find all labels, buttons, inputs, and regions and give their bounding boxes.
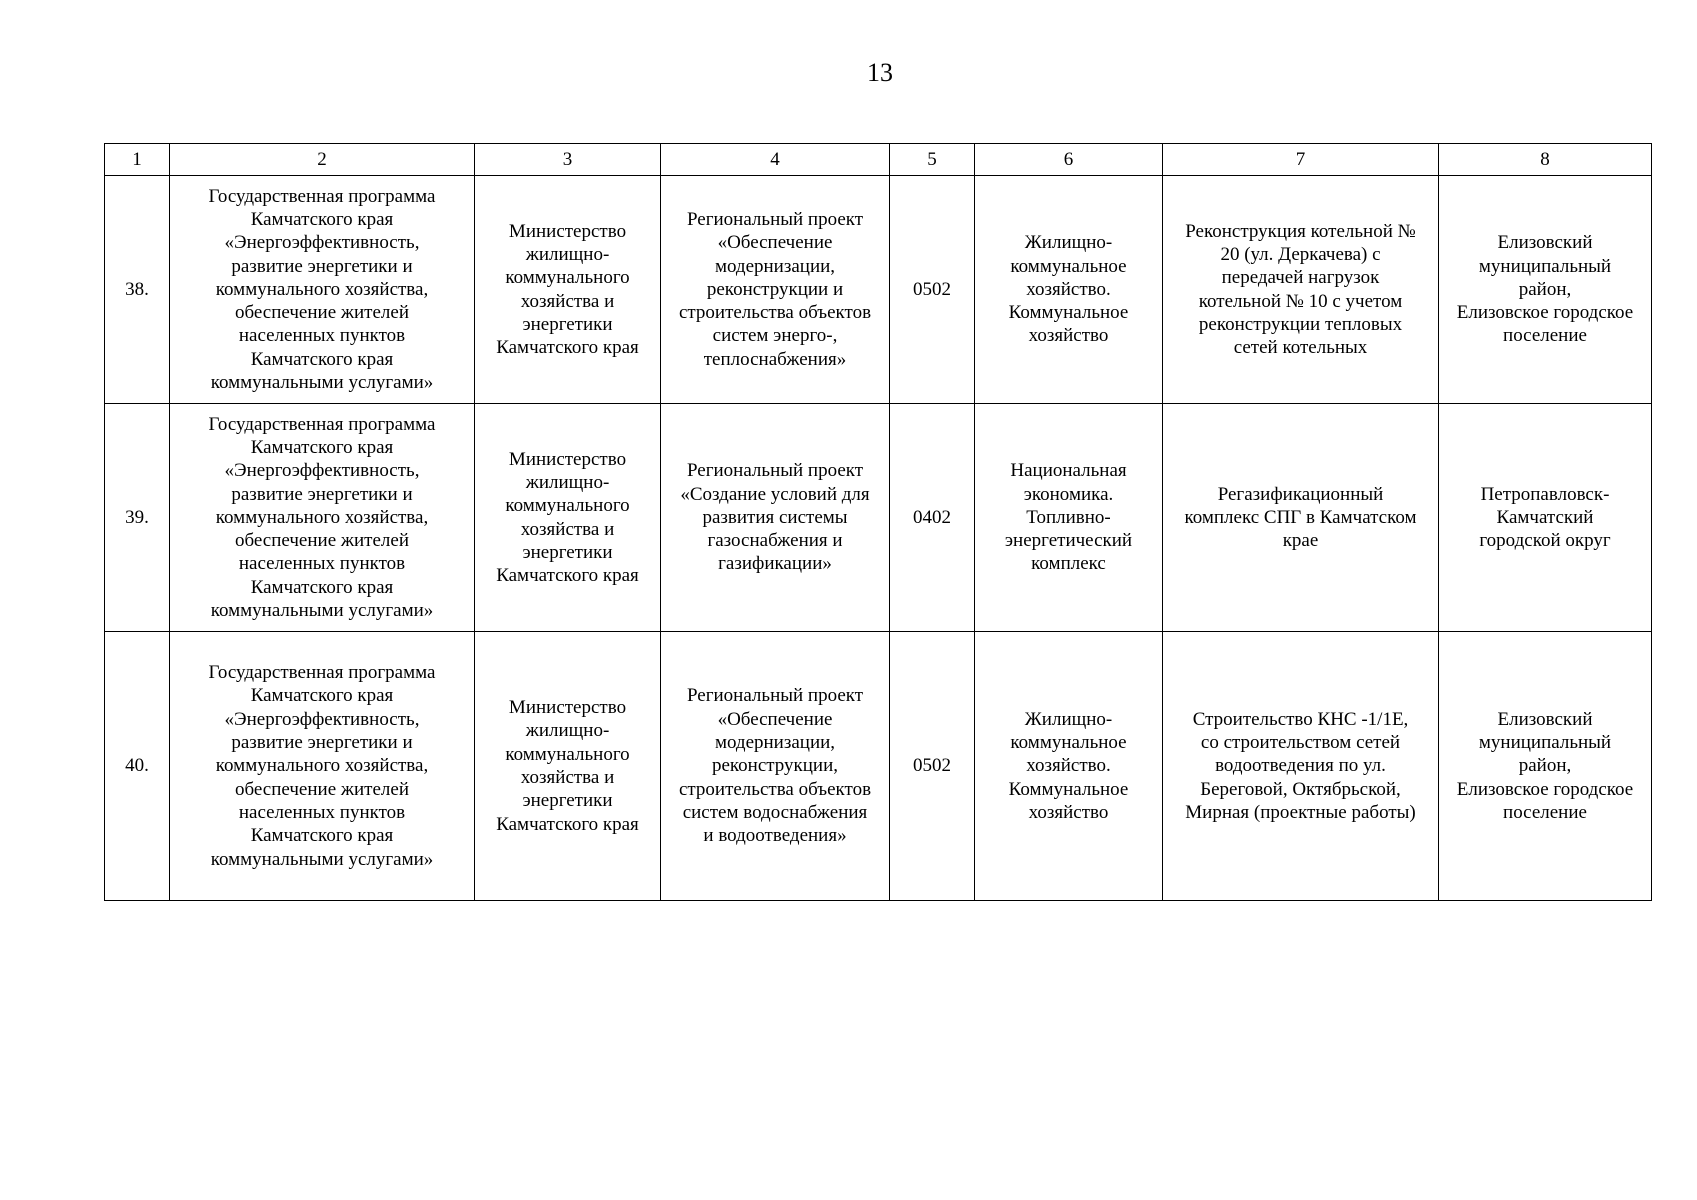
project-cell: Региональный проект «Обеспечение модернизации, реконструкции, строительства объектов систем водоснабжения и водоотведения» — [661, 632, 890, 901]
column-number-header: 3 — [475, 144, 661, 176]
column-number-header: 4 — [661, 144, 890, 176]
column-number-header: 8 — [1439, 144, 1652, 176]
ministry-cell: Министерство жилищно- коммунального хозяйства и энергетики Камчатского края — [475, 176, 661, 404]
table-row — [105, 404, 1652, 632]
row-number-cell: 40. — [105, 632, 170, 901]
row-number-cell: 39. — [105, 404, 170, 632]
sector-cell: Жилищно- коммунальное хозяйство. Коммунальное хозяйство — [975, 632, 1163, 901]
row-number-cell: 38. — [105, 176, 170, 404]
table-row — [105, 632, 1652, 901]
ministry-cell: Министерство жилищно- коммунального хозяйства и энергетики Камчатского края — [475, 632, 661, 901]
sector-cell: Национальная экономика. Топливно- энергетический комплекс — [975, 404, 1163, 632]
program-cell: Государственная программа Камчатского края «Энергоэффективность, развитие энергетики и коммунального хозяйства, обеспечение жителей населенных пунктов Камчатского края коммунальными услугами» — [170, 404, 475, 632]
sector-cell: Жилищно- коммунальное хозяйство. Коммунальное хозяйство — [975, 176, 1163, 404]
projects-table — [104, 143, 1652, 901]
column-number-header: 1 — [105, 144, 170, 176]
municipality-cell: Елизовский муниципальный район, Елизовское городское поселение — [1439, 176, 1652, 404]
page-number: 13 — [867, 58, 893, 87]
municipality-cell: Елизовский муниципальный район, Елизовское городское поселение — [1439, 632, 1652, 901]
table-row — [105, 176, 1652, 404]
column-number-header: 5 — [890, 144, 975, 176]
program-cell: Государственная программа Камчатского края «Энергоэффективность, развитие энергетики и коммунального хозяйства, обеспечение жителей населенных пунктов Камчатского края коммунальными услугами» — [170, 632, 475, 901]
ministry-cell: Министерство жилищно- коммунального хозяйства и энергетики Камчатского края — [475, 404, 661, 632]
code-cell: 0402 — [890, 404, 975, 632]
municipality-cell: Петропавловск- Камчатский городской округ — [1439, 404, 1652, 632]
object-cell: Регазификационный комплекс СПГ в Камчатском крае — [1163, 404, 1439, 632]
project-cell: Региональный проект «Создание условий для развития системы газоснабжения и газификации» — [661, 404, 890, 632]
code-cell: 0502 — [890, 176, 975, 404]
object-cell: Реконструкция котельной № 20 (ул. Деркачева) с передачей нагрузок котельной № 10 с учетом реконструкции тепловых сетей котельных — [1163, 176, 1439, 404]
code-cell: 0502 — [890, 632, 975, 901]
column-number-header: 2 — [170, 144, 475, 176]
table-header-row — [105, 144, 1652, 176]
column-number-header: 6 — [975, 144, 1163, 176]
object-cell: Строительство КНС -1/1Е, со строительством сетей водоотведения по ул. Береговой, Октябрьской, Мирная (проектные работы) — [1163, 632, 1439, 901]
column-number-header: 7 — [1163, 144, 1439, 176]
project-cell: Региональный проект «Обеспечение модернизации, реконструкции и строительства объектов систем энерго-, теплоснабжения» — [661, 176, 890, 404]
program-cell: Государственная программа Камчатского края «Энергоэффективность, развитие энергетики и коммунального хозяйства, обеспечение жителей населенных пунктов Камчатского края коммунальными услугами» — [170, 176, 475, 404]
